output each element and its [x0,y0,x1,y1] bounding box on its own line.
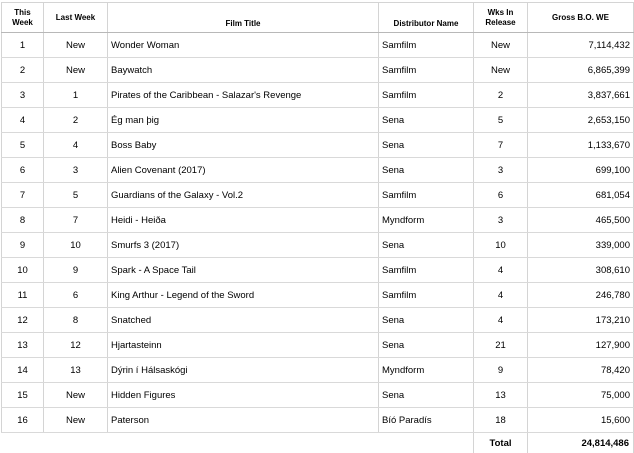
cell-film-title: Alien Covenant (2017) [108,158,379,183]
cell-this-week: 5 [2,133,44,158]
total-row [2,433,634,453]
cell-distributor: Sena [379,133,474,158]
cell-wks-in-release: 6 [474,183,528,208]
cell-this-week: 12 [2,308,44,333]
total-spacer [44,433,108,453]
cell-gross: 15,600 [528,408,634,433]
cell-wks-in-release: 10 [474,233,528,258]
cell-film-title: Hjartasteinn [108,333,379,358]
cell-this-week: 15 [2,383,44,408]
cell-this-week: 10 [2,258,44,283]
total-value: 24,814,486 [528,433,634,453]
cell-distributor: Sena [379,333,474,358]
cell-last-week: 9 [44,258,108,283]
cell-distributor: Myndform [379,208,474,233]
cell-film-title: Wonder Woman [108,33,379,58]
cell-gross: 2,653,150 [528,108,634,133]
cell-this-week: 3 [2,83,44,108]
cell-wks-in-release: 18 [474,408,528,433]
cell-this-week: 1 [2,33,44,58]
cell-last-week: New [44,33,108,58]
cell-gross: 308,610 [528,258,634,283]
cell-wks-in-release: New [474,33,528,58]
cell-last-week: New [44,58,108,83]
cell-gross: 1,133,670 [528,133,634,158]
header-wks-in-release: Wks In Release [474,3,528,33]
header-distributor: Distributor Name [379,3,474,33]
table-body [2,33,634,433]
cell-distributor: Sena [379,383,474,408]
table-row [2,358,634,383]
cell-gross: 465,500 [528,208,634,233]
cell-distributor: Sena [379,158,474,183]
cell-film-title: Guardians of the Galaxy - Vol.2 [108,183,379,208]
cell-distributor: Sena [379,308,474,333]
cell-gross: 78,420 [528,358,634,383]
header-this-week: This Week [2,3,44,33]
table-row [2,158,634,183]
cell-last-week: 7 [44,208,108,233]
cell-wks-in-release: 4 [474,258,528,283]
cell-wks-in-release: 2 [474,83,528,108]
header-last-week: Last Week [44,3,108,33]
total-spacer [379,433,474,453]
cell-wks-in-release: 4 [474,308,528,333]
cell-last-week: 5 [44,183,108,208]
cell-this-week: 16 [2,408,44,433]
total-spacer [2,433,44,453]
cell-film-title: Boss Baby [108,133,379,158]
cell-wks-in-release: 3 [474,208,528,233]
cell-last-week: 1 [44,83,108,108]
table-row [2,83,634,108]
table-row [2,108,634,133]
cell-gross: 339,000 [528,233,634,258]
cell-this-week: 6 [2,158,44,183]
cell-this-week: 7 [2,183,44,208]
cell-wks-in-release: 5 [474,108,528,133]
cell-film-title: Dýrin í Hálsaskógi [108,358,379,383]
cell-film-title: Baywatch [108,58,379,83]
table-row [2,58,634,83]
cell-film-title: Smurfs 3 (2017) [108,233,379,258]
cell-film-title: King Arthur - Legend of the Sword [108,283,379,308]
cell-last-week: New [44,408,108,433]
cell-gross: 246,780 [528,283,634,308]
cell-gross: 681,054 [528,183,634,208]
table-row [2,383,634,408]
cell-last-week: New [44,383,108,408]
total-spacer [108,433,379,453]
cell-distributor: Samfilm [379,183,474,208]
table-footer [2,433,634,453]
cell-distributor: Samfilm [379,258,474,283]
cell-last-week: 13 [44,358,108,383]
cell-last-week: 8 [44,308,108,333]
cell-gross: 6,865,399 [528,58,634,83]
cell-last-week: 6 [44,283,108,308]
cell-this-week: 11 [2,283,44,308]
cell-film-title: Pirates of the Caribbean - Salazar's Revenge [108,83,379,108]
cell-this-week: 13 [2,333,44,358]
cell-last-week: 4 [44,133,108,158]
cell-last-week: 12 [44,333,108,358]
cell-distributor: Samfilm [379,33,474,58]
table-row [2,283,634,308]
cell-distributor: Samfilm [379,283,474,308]
cell-this-week: 8 [2,208,44,233]
cell-film-title: Paterson [108,408,379,433]
cell-distributor: Samfilm [379,83,474,108]
cell-gross: 127,900 [528,333,634,358]
cell-gross: 699,100 [528,158,634,183]
table-row [2,408,634,433]
header-gross: Gross B.O. WE [528,3,634,33]
box-office-table [1,2,634,453]
cell-gross: 173,210 [528,308,634,333]
cell-wks-in-release: 4 [474,283,528,308]
cell-film-title: Hidden Figures [108,383,379,408]
total-label: Total [474,433,528,453]
cell-this-week: 4 [2,108,44,133]
cell-gross: 3,837,661 [528,83,634,108]
cell-wks-in-release: New [474,58,528,83]
table-row [2,308,634,333]
table-header [2,3,634,33]
cell-this-week: 9 [2,233,44,258]
cell-gross: 7,114,432 [528,33,634,58]
cell-wks-in-release: 9 [474,358,528,383]
header-film-title: Film Title [108,3,379,33]
cell-this-week: 14 [2,358,44,383]
cell-last-week: 10 [44,233,108,258]
table-row [2,33,634,58]
cell-distributor: Sena [379,233,474,258]
cell-film-title: Heidi - Heiða [108,208,379,233]
header-row [2,3,634,33]
cell-wks-in-release: 3 [474,158,528,183]
cell-wks-in-release: 21 [474,333,528,358]
table-row [2,233,634,258]
cell-wks-in-release: 13 [474,383,528,408]
cell-film-title: Snatched [108,308,379,333]
cell-gross: 75,000 [528,383,634,408]
table-row [2,333,634,358]
cell-film-title: Spark - A Space Tail [108,258,379,283]
cell-distributor: Sena [379,108,474,133]
cell-last-week: 3 [44,158,108,183]
table-row [2,133,634,158]
table-row [2,208,634,233]
cell-distributor: Bíó Paradís [379,408,474,433]
table-row [2,258,634,283]
cell-this-week: 2 [2,58,44,83]
table-row [2,183,634,208]
cell-last-week: 2 [44,108,108,133]
cell-film-title: Ég man þig [108,108,379,133]
cell-distributor: Myndform [379,358,474,383]
cell-distributor: Samfilm [379,58,474,83]
cell-wks-in-release: 7 [474,133,528,158]
